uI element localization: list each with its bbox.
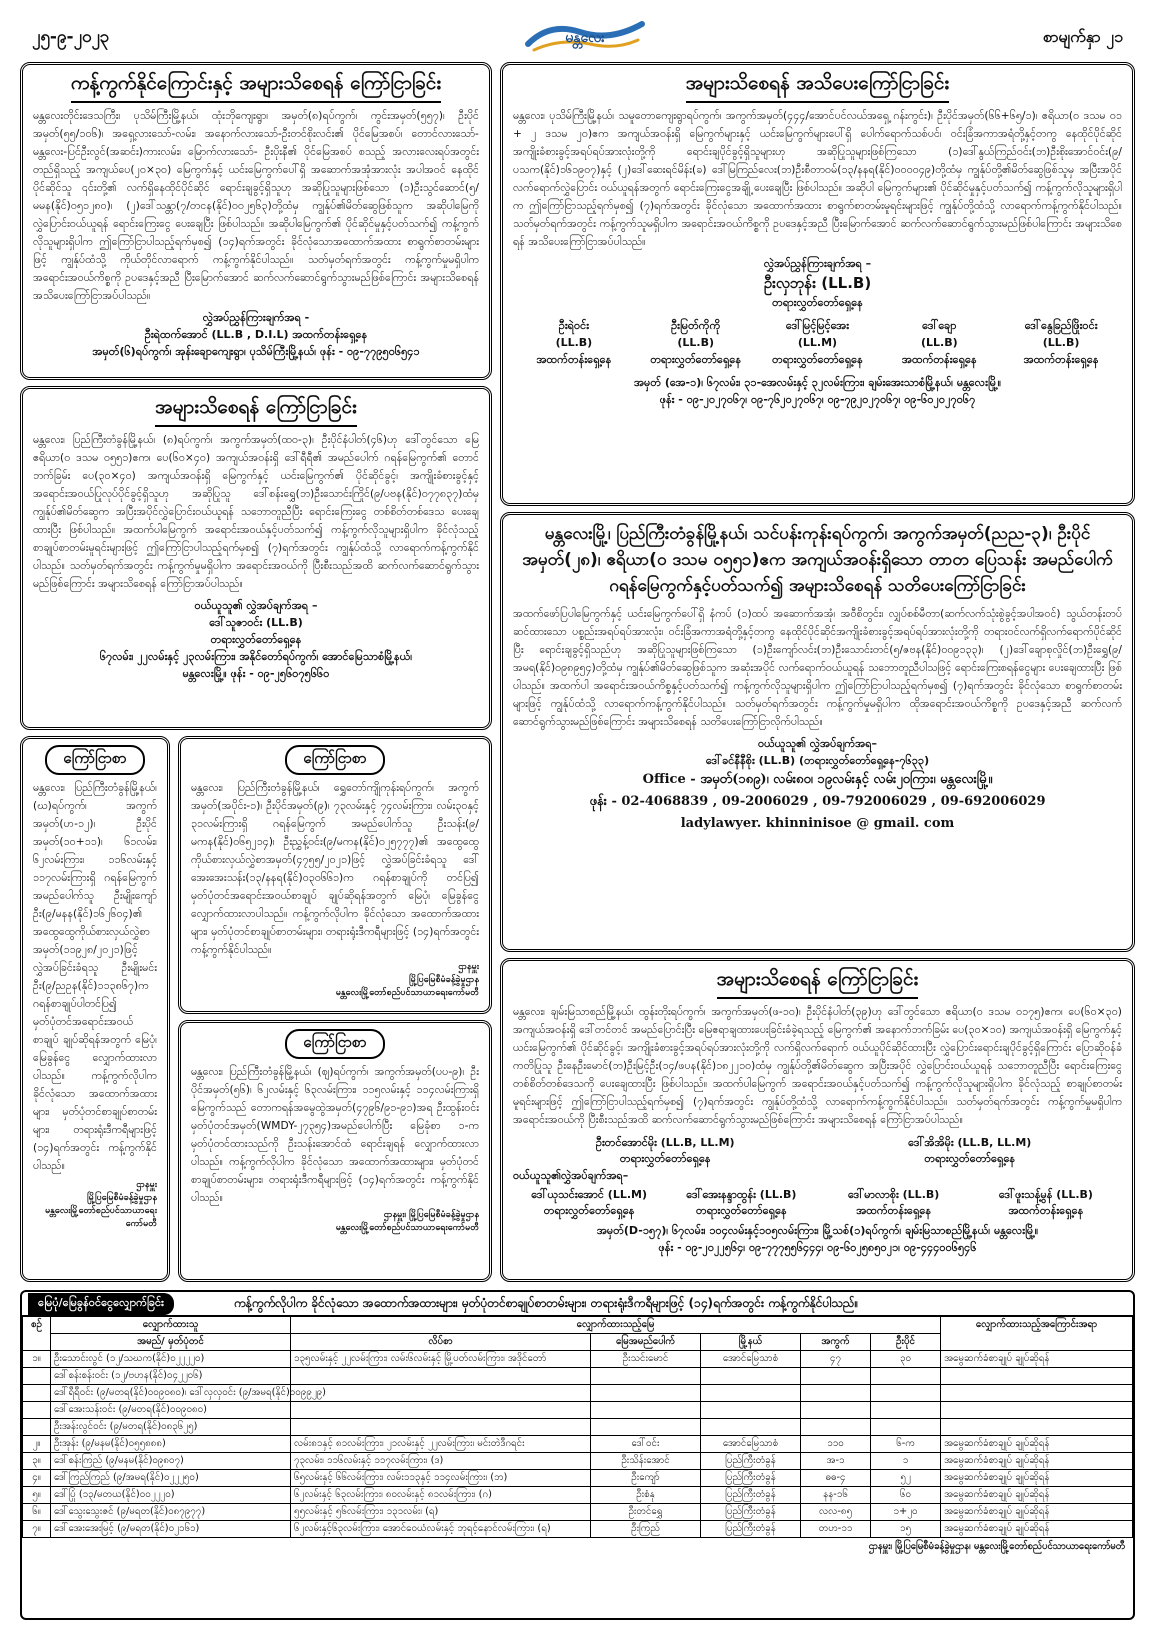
row-block xyxy=(801,1402,871,1419)
row-purpose: အမွေဆက်ခံစာချုပ် ချုပ်ဆိုရန် xyxy=(941,1453,1133,1470)
row-holding: ၃၀ xyxy=(871,1351,941,1368)
col-block: အကွက် xyxy=(801,1334,871,1351)
table-row xyxy=(23,1402,1133,1419)
row-holding: ၁+၂၀ xyxy=(871,1504,941,1521)
lawyer-role: တရားလွှတ်တော်ရှေ့နေ xyxy=(924,1152,1016,1165)
office-address: အမှတ် (အေ-၁)၊ ၆၇လမ်း၊ ၃၁-အေလမ်းနှင့် ၃၂လမ်းကြား၊ ချမ်းအေးသာစံမြို့နယ်၊ မန္တလေးမြို့။ xyxy=(633,376,1002,389)
lawyer-role: တရားလွှတ်တော်ရှေ့နေ xyxy=(696,1204,787,1217)
row-purpose xyxy=(941,1385,1133,1402)
lawyer-degree: (LL.B) xyxy=(677,336,715,349)
notice-body: မန္တလေးတိုင်းဒေသကြီး၊ ပုသိမ်ကြီးမြို့နယ်၊ ထုံးဘိုကျေးရွာ၊ အမှတ်(၈)ရပ်ကွက်၊ ကွင်းအမှတ်(၅၅၇)၊ ဦးပိုင်အမှတ်(၅၅/၁၀၆)၊ အရှေ့လားသော်-လမ်း၊ အနောက်လားသော်-ဦးတင်စိုးလင်း၏ ပိုင်မြေအစပ်၊ တောင်လားသော်-မန္တလေး-ပြင်ဦးလွင်(အဆင်း)ကားလမ်း၊ မြောက်လားသော်- ဦးပိုးနီ၏ ပိုင်မြေအစပ် စသည့် အလားလေးရပ်အတွင်း တည်ရှိသည့် အကျယ်ပေ(၂၀×၃၀) မြေကွက်နှင့် ယင်းမြေကွက်ပေါ်ရှိ အဆောက်အအုံအားလုံး အပါအဝင် နေထိုင်ပိုင်ဆိုင်သူ ၎င်းတို့၏ လက်ရှိနေထိုင်ပိုင်ဆိုင် ရောင်းချခွင့်ရှိသူဟု အဆိုပြုသူများဖြစ်သော (၁)ဦးသွင်ဆောင်(၅/မမန(နိုင်)၀၅၁၂၈၀)၊ (၂)ဒေါ်သန္တာ(၇/တငန(နိုင်)၀၀၂၅၆၃)တို့ထံမှ ကျွန်ုပ်၏မိတ်ဆွေဖြစ်သူက အဆိုပါမြေကို လွှဲပြောင်းဝယ်ယူရန် ရောင်းကြေးငွေ ပေးချေပြီး ဖြစ်ပါသည်။ အဆိုပါမြေကွက်၏ ပိုင်ဆိုင်မှုနှင့်ပတ်သက်၍ ကန့်ကွက်လိုသူများရှိပါက ဤကြော်ငြာပါသည့်ရက်မှစ၍ (၁၄)ရက်အတွင်း ခိုင်လုံသောအထောက်အထား စာရွက်စာတမ်းများဖြင့် ကျွန်ုပ်ထံသို့ ကိုယ်တိုင်လာရောက် ကန့်ကွက်နိုင်ပါသည်။ သတ်မှတ်ရက်အတွင်း ကန့်ကွက်မှုမရှိပါက အရောင်းအဝယ်ကိစ္စကို ဥပဒေနှင့်အညီ ပြီးမြောက်အောင် ဆက်လက်ဆောင်ရွက်သွားမည်ဖြစ်ကြောင်း အများသိစေရန် အသိပေးကြော်ငြာအပ်ပါသည်။ xyxy=(33,110,479,302)
land-warning-ad xyxy=(500,512,1135,952)
lawyer-role: အထက်တန်းရှေ့နေ xyxy=(856,1204,932,1217)
row-address: ၆၂လမ်းနှင့် ၆၃လမ်းကြား၊ ၈၀လမ်းနှင့် ၈၁လမ်းကြား၊ (ဂ) xyxy=(291,1487,591,1504)
row-address: ၇၃လမ်း၊ ၁၁၆လမ်းနှင့် ၁၁၇လမ်းကြား၊ (ဒ) xyxy=(291,1453,591,1470)
table-row xyxy=(23,1521,1133,1538)
row-owner xyxy=(591,1402,701,1419)
row-applicant: ဒေါ်စန်းကြည် (၉/မနမ(နိုင်)၀၉၈၀၇) xyxy=(51,1453,291,1470)
row-address: လမ်း၈၁နှင့် ၈၁လမ်းကြား၊ ၂၁လမ်းနှင့် ၂၂လမ်းကြား၊ မင်းတဲဒီဂရင်း xyxy=(291,1436,591,1453)
lawyer-list xyxy=(513,317,1122,368)
lawyer-role: တရားလွှတ်တော်ရှေ့နေ xyxy=(650,353,742,366)
row-applicant: ဦးသောင်းလွင် (၁၂/သဃက(နိုင်)၀၂၂၂၂၀) xyxy=(51,1351,291,1368)
col-township: မြို့နယ် xyxy=(701,1334,801,1351)
col-holding: ဦးပိုင် xyxy=(871,1334,941,1351)
notice-body: မန္တလေး၊ ပြည်ကြီးတံခွန်မြို့နယ်၊ (ဃ)ရပ်ကွက်၊ အကွက်အမှတ်(ဟ-၁၂)၊ ဦးပိုင်အမှတ်(၁၀+၁၁)၊ ၆၁လမ်း၊ ၆၂လမ်းကြား၊ ၁၁၆လမ်းနှင့် ၁၁၇လမ်းကြားရှိ ဂရန်မြေကွက် အမည်ပေါက်သူ ဦးမျိုးကျော်ဦး(၉/မနန(နိုင်)၁၆၂၆၀၄)၏ အထွေထွေကိုယ်စားလှယ်လွှဲစာအမှတ်(၁၁၉၂၈/၂၀၂၁)ဖြင့် လွှဲအပ်ခြင်းခံရသူ ဦးမျိုးမင်းဦး(၉/ညဥန(နိုင်)၁၁၃၈၆၇)က ဂရန်စာချုပ်ပါတင်ပြ၍ မှတ်ပုံတင်အရောင်းအဝယ်စာချုပ် ချုပ်ဆိုရန်အတွက် မြေပုံ၊ မြေခွန်ငွေ လျှောက်ထားလာပါသည်။ ကန့်ကွက်လိုပါက ခိုင်လုံသော အထောက်အထားများ၊ မှတ်ပုံတင်စာချုပ်စာတမ်းများ၊ တရားရုံးဒီကရီများဖြင့် (၁၄)ရက်အတွင်း ကန့်ကွက်နိုင်ပါသည်။ xyxy=(33,782,157,1172)
row-holding: ၁ xyxy=(871,1453,941,1470)
signature-label: လွှဲအပ်ညွှန်ကြားချက်အရ – xyxy=(763,257,872,270)
row-address: ၆၅လမ်းနှင့် ၆၆လမ်းကြား၊ လမ်း၁၁၃နှင့် ၁၁၄လမ်းကြား၊ (ဘ) xyxy=(291,1470,591,1487)
row-no xyxy=(23,1368,51,1385)
signature-label: ဝယ်ယူသူ၏လွှဲအပ်ချက်အရ– xyxy=(513,1169,629,1182)
lawyer-name: ဒေါ်သူဇာဝင်း (LL.B) xyxy=(209,616,303,629)
dept-name: မြို့ပြမြေစီမံခန့်ခွဲမှုဌာန xyxy=(409,975,479,985)
lawyer-role: အထက်တန်းရှေ့နေ xyxy=(1023,353,1099,366)
row-holding: ၅၂ xyxy=(871,1470,941,1487)
lawyer-name: ဒေါ်မာလာစိုး (LL.B) xyxy=(847,1188,940,1201)
notice-body: မန္တလေး၊ ပုသိမ်ကြီးမြို့နယ်၊ သမူတောကျေးရွာရပ်ကွက်၊ အကွက်အမှတ်(၄၄၄/အောင်ပင်လယ်အရှေ့ ဂန်းကွင်း)၊ ဦးပိုင်အမှတ်(၆၆+၆၅/၁)၊ ဧရိယာ(၀ ဒသမ ၀၁ + ၂ ဒသမ ၂၀)ဧက အကျယ်အဝန်းရှိ မြေကွက်များနှင့် ယင်းမြေကွက်များပေါ်ရှိ ပေါက်ရောက်သစ်ပင်၊ ဝင်းခြံအကာအရံတို့နှင့်တကွ နေထိုင်ပိုင်ဆိုင် အကျိုးခံစားခွင့်အရပ်ရပ်အားလုံးတို့ကို ရောင်းချပိုင်ခွင့်ရှိသူများဟု အဆိုပြုသူများဖြစ်ကြသော (၁)ဒေါ်နွယ်ကြည်ဝင်း(ဘ)ဦးစိုးအောင်ဝင်း(၉/ပသက(နိုင်)၁၆၁၉၀၇)နှင့် (၂)ဒေါ်ဆေးရင်မိန်း(ခ) ဒေါ်မြကြည်လေး(ဘ)ဦးစီတာဝမ်(၁၃/နနရ(နိုင်)၀၀၀၀၄၉)တို့ထံမှ ကျွန်ုပ်တို့၏မိတ်ဆွေဖြစ်သူမှ အပြီးအပိုင်လက်ရောက်လွှဲပြောင်း ဝယ်ယူရန်အတွက် ရောင်းကြေးငွေအချို့ ပေးချေပြီး ဖြစ်ပါသည်။ အဆိုပါ မြေကွက်များ၏ ပိုင်ဆိုင်မှုနှင့်ပတ်သက်၍ ကန့်ကွက်လိုသူများရှိပါက ဤကြော်ငြာသည့်ရက်မှစ၍ (၇)ရက်အတွင်း ခိုင်လုံသော အထောက်အထား စာရွက်စာတမ်းမူရင်းများဖြင့် ကျွန်ုပ်တို့ထံသို့ လာရောက်ကန့်ကွက်နိုင်ပါသည်။ သတ်မှတ်ရက်အတွင်း ကန့်ကွက်သူမရှိပါက အရောင်းအဝယ်ကိစ္စကို ဥပဒေနှင့်အညီ ပြီးမြောက်အောင် ဆက်လက်ဆောင်ရွက်သွားမည်ဖြစ်ပါကြောင်း အများသိစေရန် အသိပေးကြော်ငြာအပ်ပါသည်။ xyxy=(513,110,1122,248)
section-tag: မြေပုံ/မြေခွန်ဝင်ငွေလျှောက်ခြင်း xyxy=(28,1293,174,1315)
row-block: အ-၁ xyxy=(801,1453,871,1470)
signature-label: လွှဲအပ်ညွှန်ကြားချက်အရ - xyxy=(202,311,310,324)
row-holding xyxy=(871,1385,941,1402)
issue-date: ၂၅-၉-၂၀၂၃ xyxy=(32,27,110,47)
row-township: ပြည်ကြီးတံခွန် xyxy=(701,1453,801,1470)
dept-head: ဌာနမှူး xyxy=(136,1180,157,1190)
lawyer-name: ဒေါ်ချော xyxy=(922,319,957,332)
row-no: ၁။ xyxy=(23,1351,51,1368)
notice-body: မန္တလေး၊ ချမ်းမြသာစည်မြို့နယ်၊ ထွန်းတိုးရပ်ကွက်၊ အကွက်အမှတ်(ဖ-၁၀)၊ ဦးပိုင်နံပါတ်(၃၉)ဟု ဒေါ်တွင်သော ဧရိယာ(၀ ဒသမ ၀၁၇၅)ဧက၊ ပေ(၆၀×၃၀) အကျယ်အဝန်းရှိ ဒေါ်တင်တင် အမည်ပြောင်းပြီး မြေဧရာချထားပေးခြင်းခံခဲ့ရသည့် မြေကွက်၏ အနောက်ဘက်ခြမ်း ပေ(၃၀×၁၀) အကျယ်အဝန်းရှိ မြေကွက်နှင့် ယင်းမြေကွက်၏ ပိုင်ဆိုင်ခွင့်၊ အကျိုးခံစားခွင့်အရပ်ရပ်အားလုံးတို့ကို လက်ရှိလက်ရောက် ဝယ်ယူပိုင်ဆိုင်ထားပြီး လွှဲပြောင်းရောင်းချပိုင်ခွင့်ရှိကြောင်း ပြောဆိုဝန်ခံကတိပြုသူ ဦးနေဦးမောင်(ဘ)ဦးမြင့်ဦး(၁၄/ဖပန(နိုင်)၁၈၂၂၁၀)ထံမှ ကျွန်ုပ်တို့၏မိတ်ဆွေက အပြီးအပိုင် လွှဲပြောင်းဝယ်ယူရန် သဘောတူညီပြီး ရောင်းကြေးငွေ တစ်စိတ်တစ်ဒေသကို ပေးချေထားပြီး ဖြစ်ပါသည်။ အထက်ပါမြေကွက် အရောင်းအဝယ်နှင့်ပတ်သက်၍ ကန့်ကွက်လိုသူများရှိပါက ခိုင်လုံသည့် စာချုပ်စာတမ်းမူရင်းများဖြင့် ဤကြော်ငြာပါသည့်ရက်မှစ၍ (၇)ရက်အတွင်း ကျွန်ုပ်တို့ထံသို့ လာရောက်ကန့်ကွက်နိုင်ပါသည်။ သတ်မှတ်ရက်အတွင်း ကန့်ကွက်မှုမရှိပါက အရောင်းအဝယ်ကို ပြီးစီးသည်အထိ ဆက်လက်ဆောင်ရွက်သွားမည်ဖြစ်ကြောင်း အများသိစေရန် ကြော်ငြာအပ်ပါသည်။ xyxy=(513,1006,1122,1126)
row-block xyxy=(801,1368,871,1385)
col-address: လိပ်စာ xyxy=(291,1334,591,1351)
lawyer-name: ဒေါ်နွေခြည်ဖြိုးဝင်း xyxy=(1024,319,1098,332)
row-address xyxy=(291,1402,591,1419)
col-owner: မြေအမည်ပေါက် xyxy=(591,1334,701,1351)
advertisement-ad-2 xyxy=(178,736,492,1014)
notice-body: မန္တလေး၊ ပြည်ကြီးတံခွန်မြို့နယ်၊ (၈)ရပ်ကွက်၊ အကွက်အမှတ်(ထဝ-၃)၊ ဦးပိုင်နံပါတ်(၄၆)ဟု ဒေါ်တွင်သော မြေဧရိယာ(၀ ဒသမ ၀၅၅၁)ဧက၊ ပေ(၆၀×၄၀) အကျယ်အဝန်းရှိ ဒေါ်ရီရီ၏ အမည်ပေါက် ဂရန်မြေကွက်၏ တောင်ဘက်ခြမ်း ပေ(၃၀×၄၀) အကျယ်အဝန်းရှိ မြေကွက်နှင့် ယင်းမြေကွက်၏ ပိုင်ဆိုင်ခွင့်၊ အကျိုးခံစားခွင့်နှင့် အရောင်းအဝယ်ပြုလုပ်ပိုင်ခွင့်ရှိသူဟု အဆိုပြုသူ ဒေါ်စန်းရွှေ(ဘ)ဦးသောင်းကြိုင်(၉/ပဗန(နိုင်)၀၇၇၈၃၇)ထံမှ ကျွန်ုပ်၏မိတ်ဆွေက အပြီးအပိုင်လွှဲပြောင်းဝယ်ယူရန် သဘောတူညီပြီး ရောင်းကြေးငွေ တစ်စိတ်တစ်ဒေသ ပေးချေထားပြီး ဖြစ်ပါသည်။ အထက်ပါမြေကွက် အရောင်းအဝယ်နှင့်ပတ်သက်၍ ကန့်ကွက်လိုသူများရှိပါက ခိုင်လုံသည့် စာချုပ်စာတမ်းမူရင်းများဖြင့် ဤကြော်ငြာပါသည့်ရက်မှစ၍ (၇)ရက်အတွင်း ကျွန်ုပ်ထံသို့ လာရောက်ကန့်ကွက်နိုင်ပါသည်။ သတ်မှတ်ရက်အတွင်း ကန့်ကွက်မှုမရှိပါက အရောင်းအဝယ်ကို ပြီးစီးသည်အထိ ဆက်လက်ဆောင်ရွက်သွားမည်ဖြစ်ကြောင်း အများသိစေရန် ကြော်ငြာအပ်ပါသည်။ xyxy=(33,434,479,590)
row-applicant: ဒေါ်အေးအေးမြင့် (၉/မရတ(နိုင်)၀၂၁၆၁) xyxy=(51,1521,291,1538)
email-address: ladylawyer. khinninisoe @ gmail. com xyxy=(680,816,955,831)
table-row xyxy=(23,1453,1133,1470)
row-purpose: အမွေဆက်ခံစာချုပ် ချုပ်ဆိုရန် xyxy=(941,1487,1133,1504)
table-banner: ကန့်ကွက်လိုပါက ခိုင်လုံသော အထောက်အထားများ၊ မှတ်ပုံတင်စာချုပ်စာတမ်းများ၊ တရားရုံးဒီကရီများဖြင့် (၁၄)ရက်အတွင်း ကန့်ကွက်နိုင်ပါသည်။ xyxy=(233,1295,859,1310)
row-owner: ဦးကြည် xyxy=(591,1521,701,1538)
row-township xyxy=(701,1368,801,1385)
col-applicant-sub: အမည်/ မှတ်ပုံတင် xyxy=(51,1334,291,1351)
lawyer-list xyxy=(513,1187,1122,1219)
lawyer-role: တရားလွှတ်တော်ရှေ့နေ xyxy=(210,633,302,646)
row-purpose: အမွေဆက်ခံစာချုပ် ချုပ်ဆိုရန် xyxy=(941,1504,1133,1521)
notice-title: အများသိစေရန် အသိပေးကြော်ငြာခြင်း xyxy=(513,71,1122,103)
row-purpose: အမွေဆက်ခံစာချုပ် ချုပ်ဆိုရန် xyxy=(941,1470,1133,1487)
lawyer-phone: မန္တလေးမြို့။ ဖုန်း - ၀၉-၂၅၆၀၇၅၆၆၀ xyxy=(182,667,330,680)
col-no: စဉ် xyxy=(23,1317,51,1351)
phone-numbers: ဖုန်း - 02-4068839 , 09-2006029 , 09-792006029 , 09-692006029 xyxy=(589,794,1046,809)
ad-title: ကြော်ငြာစာ xyxy=(285,745,384,775)
row-applicant: ဦးအုန်း (၉/မနမ(နိုင်)၀၅၅၈၈၈) xyxy=(51,1436,291,1453)
notice-body: မန္တလေး၊ ပြည်ကြီးတံခွန်မြို့နယ်၊ (ဈ)ရပ်ကွက်၊ အကွက်အမှတ်(ပပ-၉)၊ ဦးပိုင်အမှတ်(၅၆)၊ ၆၂လမ်းနှင့် ၆၃လမ်းကြား၊ ၁၁၅လမ်းနှင့် ၁၁၄လမ်းကြားရှိ မြေကွက်သည် တောကရန်အမွေထွဲအမှတ်(၄၇၉၆/၉၁-၉၁)အရ ဦးထွန်းဝင်း မှတ်ပုံတင်အမှတ်(WMDY-၂၇၃၅၄)အမည်ပေါက်ပြီး မြေခုံစာ ၁-က မှတ်ပုံတင်ထားသည်ကို ဦးသန်းအောင်ထံ ရောင်းချရန် လျှောက်ထားလာပါသည်။ ကန့်ကွက်လိုပါက ခိုင်လုံသော အထောက်အထားများ၊ မှတ်ပုံတင်စာချုပ်စာတမ်းများ၊ တရားရုံးဒီကရီများဖြင့် (၁၄)ရက်အတွင်း ကန့်ကွက်နိုင်ပါသည်။ xyxy=(191,1066,479,1204)
lawyer-name: ဒေါ်ယုသင်းအောင် (LL.M) xyxy=(531,1188,647,1201)
row-township xyxy=(701,1419,801,1436)
office-address: အမှတ်(D-၁၅၇)၊ ၆၇လမ်း၊ ၁၀၄လမ်းနှင့်၁၀၅လမ်းကြား၊ မြို့သစ်(၁)ရပ်ကွက်၊ ချမ်းမြသာစည်မြို့နယ်၊ မန္တလေးမြို့။ xyxy=(596,1224,1039,1237)
table-header-bar xyxy=(22,1292,1133,1316)
table-row xyxy=(23,1504,1133,1521)
notice-title: ကန့်ကွက်နိုင်ကြောင်းနှင့် အများသိစေရန် ကြော်ငြာခြင်း xyxy=(33,71,479,103)
row-address: ၁၃၅လမ်းနှင့် ၂၂လမ်းကြား၊ လမ်း၆လမ်းနှင့် မြို့ပတ်လမ်းကြား၊ အဒိုင်တော် xyxy=(291,1351,591,1368)
notice-body: မန္တလေး၊ ပြည်ကြီးတံခွန်မြို့နယ်၊ ရွှေတော်ကျိုကုန်းရပ်ကွက်၊ အကွက်အမှတ်(အပိုင်း-၁)၊ ဦးပိုင်အမှတ်(၉)၊ ၇၃လမ်းနှင့် ၇၄လမ်းကြား၊ လမ်း၃၀နှင့် ၃၁လမ်းကြားရှိ ဂရန်မြေကွက် အမည်ပေါက်သူ ဦးသန်း(၉/မကန(နိုင်)၀၆၅၂၁၄)၊ ဦးညွှန့်ဝင်း(၉/မကန(နိုင်)၀၂၅၇၇၇)၏ အထွေထွေကိုယ်စားလှယ်လွှဲစာအမှတ်(၄၇၅၅/၂၀၂၁)ဖြင့် လွှဲအပ်ခြင်းခံရသူ ဒေါ်အေးအေးသန်း(၁၃/နနရ(နိုင်)၀၃၀၆၆၁)က ဂရန်စာချုပ်ကို တင်ပြ၍ မှတ်ပုံတင်အရောင်းအဝယ်စာချုပ် ချုပ်ဆိုရန်အတွက် မြေပုံ၊ မြေခွန်ငွေ လျှောက်ထားလာပါသည်။ ကန့်ကွက်လိုပါက ခိုင်လုံသော အထောက်အထားများ၊ မှတ်ပုံတင်စာချုပ်စာတမ်းများ၊ တရားရုံးဒီကရီများဖြင့် (၁၄)ရက်အတွင်း ကန့်ကွက်နိုင်ပါသည်။ xyxy=(191,782,479,956)
row-owner: ဦးသိန်းအောင် xyxy=(591,1453,701,1470)
row-address xyxy=(291,1385,591,1402)
row-holding xyxy=(871,1402,941,1419)
notice-objection-ad xyxy=(20,62,492,380)
row-block: ဓဓ-၄ xyxy=(801,1470,871,1487)
row-applicant: ဒေါ်ကြည်ကြည် (၉/အမရ(နိုင်)၀၂၂၂၅၀) xyxy=(51,1470,291,1487)
row-owner: ဦးသင်းမောင် xyxy=(591,1351,701,1368)
svg-text:မန္တလေး: မန္တလေး xyxy=(565,30,605,46)
row-holding xyxy=(871,1419,941,1436)
lawyer-address: အမှတ်(၆)ရပ်ကွက်၊ အုန်းချောကျေးရွာ၊ ပုသိမ်ကြီးမြို့နယ်၊ ဖုန်း - ၀၉-၇၇၉၅၀၆၅၄၁ xyxy=(92,345,420,358)
lawyer-name: ဦးတင်အောင်မိုး (LL.B, LL.M) xyxy=(595,1136,735,1149)
row-holding xyxy=(871,1368,941,1385)
lawyer-role: အထက်တန်းရှေ့နေ xyxy=(901,353,977,366)
table-footer: ဌာနမှူး၊ မြို့ပြမြေစီမံခန့်ခွဲမှုဌာန၊ မန္တလေးမြို့တော်စည်ပင်သာယာရေးကော်မတီ xyxy=(868,1541,1125,1552)
page-header xyxy=(0,0,1155,58)
notice-title: မန္တလေးမြို့၊ ပြည်ကြီးတံခွန်မြို့နယ်၊ သင်ပန်းကုန်းရပ်ကွက်၊ အကွက်အမှတ်(ညည-၃)၊ ဦးပိုင်အမှတ်(၂၈)၊ ဧရိယာ(၀ ဒသမ ၀၅၅၁)ဧက အကျယ်အဝန်းရှိသော တာတ ပြေသန်း အမည်ပေါက် ဂရန်မြေကွက်နှင့်ပတ်သက်၍ အများသိစေရန် သတိပေးကြော်ငြာခြင်း xyxy=(522,524,1113,596)
row-block xyxy=(801,1419,871,1436)
lawyer-name: ဦးမြတ်ကိုကို xyxy=(671,319,721,332)
table-row xyxy=(23,1470,1133,1487)
lead-lawyer-role: တရားလွှတ်တော်ရှေ့နေ xyxy=(772,296,863,309)
row-block xyxy=(801,1385,871,1402)
col-land: လျှောက်ထားသည့်မြေ xyxy=(291,1317,941,1334)
lawyer-degree: (LL.B) xyxy=(555,336,593,349)
lawyer-degree: (LL.B) xyxy=(1042,336,1080,349)
row-township xyxy=(701,1385,801,1402)
ad-title: ကြော်ငြာစာ xyxy=(45,745,144,775)
phone-numbers: ဖုန်း - ၀၉-၂၀၂၇၀၆၇၊ ၀၉-၇၆၂၀၂၇၀၆၇၊ ၀၉-၇၉၂၀၂၇၀၆၇၊ ၀၉-၆၀၂၀၂၇၀၆၇ xyxy=(659,393,976,406)
lawyer-name: ဒေါ်မြင့်မြင့်အေး xyxy=(785,319,850,332)
row-no xyxy=(23,1385,51,1402)
lawyer-name: ဒေါ်ဖူးသန့်မွန် (LL.B) xyxy=(998,1188,1093,1201)
row-township: ပြည်ကြီးတံခွန် xyxy=(701,1487,801,1504)
row-no xyxy=(23,1402,51,1419)
row-purpose: အမွေဆက်ခံစာချုပ် ချုပ်ဆိုရန် xyxy=(941,1521,1133,1538)
row-owner xyxy=(591,1385,701,1402)
row-owner: ဦးစံနု xyxy=(591,1487,701,1504)
row-address xyxy=(291,1368,591,1385)
dept-name: မြို့ပြမြေစီမံခန့်ခွဲမှုဌာန xyxy=(87,1193,157,1203)
row-purpose: အမွေဆက်ခံစာချုပ် ချုပ်ဆိုရန် xyxy=(941,1351,1133,1368)
row-no: ၅။ xyxy=(23,1487,51,1504)
row-owner xyxy=(591,1368,701,1385)
row-applicant: ဒေါ်အေးသန်းဝင်း (၉/မတရ(နိုင်)၀၀၉၀၈၀) xyxy=(51,1402,291,1419)
row-township: ပြည်ကြီးတံခွန် xyxy=(701,1504,801,1521)
row-no: ၇။ xyxy=(23,1521,51,1538)
page-number: စာမျက်နှာ ၂၁ xyxy=(1042,27,1123,46)
lead-lawyers xyxy=(513,1135,1122,1167)
land-application-table xyxy=(22,1316,1133,1538)
row-owner: ဒေါ်ဝင်း xyxy=(591,1436,701,1453)
lawyer-role: အထက်တန်းရှေ့နေ xyxy=(536,353,612,366)
row-applicant: ဒေါ်စန်းစန်းဝင်း (၁၂/ဗဟန(နိုင်)၀၄၂၂၀၆) xyxy=(51,1368,291,1385)
row-owner xyxy=(591,1419,701,1436)
row-block: တဟ-၁၁ xyxy=(801,1521,871,1538)
row-block: ၁၁၀ xyxy=(801,1436,871,1453)
row-purpose xyxy=(941,1402,1133,1419)
lawyer-role: တရားလွှတ်တော်ရှေ့နေ xyxy=(619,1152,711,1165)
row-address: ၅၅လမ်းနှင့် ၅၆လမ်းကြား၊ ၁၃၁လမ်း၊ (ရ) xyxy=(291,1504,591,1521)
office-address: Office - အမှတ်(၁၈၉)၊ လမ်း၈၀၊ ၁၉လမ်းနှင့် လမ်း၂၀ကြား၊ မန္တလေးမြို့။ xyxy=(642,772,993,787)
col-purpose: လျှောက်ထားသည့်အကြောင်းအရာ xyxy=(941,1317,1133,1351)
lawyer-name: ဒေါ်ခင်နီနီစိုး (LL.B) (တရားလွှတ်တော်ရှေ့နေ-၇၆၃၃) xyxy=(705,754,930,767)
lawyer-degree: (LL.M) xyxy=(797,336,838,349)
land-application-table-section xyxy=(20,1290,1135,1620)
lawyer-degree: (LL.B) xyxy=(920,336,958,349)
row-no: ၃။ xyxy=(23,1453,51,1470)
row-holding: ၆၀ xyxy=(871,1487,941,1504)
row-no: ၆။ xyxy=(23,1504,51,1521)
lead-lawyer-name: ဦးလှဘုန်း (LL.B) xyxy=(763,274,872,292)
row-township xyxy=(701,1402,801,1419)
col-applicant: လျှောက်ထားသူ xyxy=(51,1317,291,1334)
signature-label: ဝယ်ယူသူ၏ လွှဲအပ်ချက်အရ– xyxy=(757,737,878,750)
lawyer-name: ဦးရဲထက်အောင် (LL.B , D.I.L) အထက်တန်းရှေ့နေ xyxy=(144,328,368,341)
row-block: နန-၁၆ xyxy=(801,1487,871,1504)
table-row xyxy=(23,1368,1133,1385)
row-block: လလ-၈၅ xyxy=(801,1504,871,1521)
table-row xyxy=(23,1351,1133,1368)
lawyer-address: ၆၇လမ်း၊ ၂၂လမ်းနှင့် ၂၃လမ်းကြား၊ အနိုင်တော်ရပ်ကွက်၊ အောင်မြေသာစံမြို့နယ်၊ xyxy=(99,650,413,663)
table-row xyxy=(23,1436,1133,1453)
row-owner: ဦးကျော် xyxy=(591,1470,701,1487)
row-owner: ဦးတင်ရွှေ xyxy=(591,1504,701,1521)
lawyer-name: ဒေါ်အိအိမိုး (LL.B, LL.M) xyxy=(908,1136,1032,1149)
lawyer-role: တရားလွှတ်တော်ရှေ့နေ xyxy=(772,353,863,366)
committee-name: မန္တလေးမြို့တော်စည်ပင်သာယာရေးကော်မတီ xyxy=(335,1223,479,1233)
lawyer-name: ဒေါ်အေးနန္ဒာထွန်း (LL.B) xyxy=(686,1188,797,1201)
newspaper-logo xyxy=(520,14,650,56)
row-applicant: ဦးအန်းလွင်ဝင်း (၉/မတရ(နိုင်)၀၈၃၆၂၅) xyxy=(51,1419,291,1436)
phone-numbers: ဖုန်း - ၀၉-၂၀၂၂၅၆၄၊ ၀၉-၇၇၇၅၅၆၄၄၄၊ ၀၉-၆၀၂၅၈၅၀၂၁၊ ၀၉-၄၄၄၀၀၆၅၄၆ xyxy=(658,1241,977,1254)
row-address: ၆၂လမ်းနှင့်၆၃လမ်းကြား၊ အောင်ဝေယံလမ်းနှင့် ဘုရင့်နောင်လမ်းကြား၊ (ရ) xyxy=(291,1521,591,1538)
row-purpose: အမွေဆက်ခံစာချုပ် ချုပ်ဆိုရန် xyxy=(941,1436,1133,1453)
row-township: ပြည်ကြီးတံခွန် xyxy=(701,1470,801,1487)
row-purpose xyxy=(941,1368,1133,1385)
row-township: အောင်မြေသာစံ xyxy=(701,1351,801,1368)
table-row xyxy=(23,1385,1133,1402)
notice-title: အများသိစေရန် ကြော်ငြာခြင်း xyxy=(33,395,479,427)
public-warning-ad xyxy=(500,62,1135,506)
row-no xyxy=(23,1419,51,1436)
advertisement-ad-1 xyxy=(20,736,170,1282)
table-row xyxy=(23,1487,1133,1504)
row-no: ၄။ xyxy=(23,1470,51,1487)
row-holding: ၆-က xyxy=(871,1436,941,1453)
public-notice-ad xyxy=(20,386,492,730)
notice-title: အများသိစေရန် ကြော်ငြာခြင်း xyxy=(513,967,1122,999)
lawyer-name: ဦးရဲဝင်း xyxy=(558,319,590,332)
table-row xyxy=(23,1419,1133,1436)
row-township: အောင်မြေသာစံ xyxy=(701,1436,801,1453)
row-no: ၂။ xyxy=(23,1436,51,1453)
committee-name: မန္တလေးမြို့တော်စည်ပင်သာယာရေးကော်မတီ xyxy=(335,988,479,998)
signature-label: ဝယ်ယူသူ၏ လွှဲအပ်ချက်အရ – xyxy=(194,599,318,612)
row-purpose xyxy=(941,1419,1133,1436)
row-applicant: ဒေါ်ရီရီဝင်း (၉/မတရ(နိုင်)၀၀၉၀၈၀)၊ ဒေါ်လှလှဝင်း (၉/အမရ(နိုင်)၀၀၉၉၂၉) xyxy=(51,1385,291,1402)
dept-head: ဌာနမှူး xyxy=(458,962,479,972)
row-applicant: ဒေါ်သွေးသွေးဇင် (၉/မရတ(နိုင်)၀၈၇၉၇၇) xyxy=(51,1504,291,1521)
lawyer-role: တရားလွှတ်တော်ရှေ့နေ xyxy=(543,1204,635,1217)
row-holding: ၁၅ xyxy=(871,1521,941,1538)
advertisement-ad-3 xyxy=(178,1020,492,1282)
committee-name: မန္တလေးမြို့တော်စည်ပင်သာယာရေးကော်မတီ xyxy=(45,1206,157,1229)
notice-body: အထက်ဖော်ပြပါမြေကွက်နှင့် ယင်းမြေကွက်ပေါ်ရှိ နံကပ် (၁)ထပ် အဆောက်အအုံ၊ အဝီစိတွင်း၊ လျှပ်စစ်မီတာ(ဆက်လက်သုံးစွဲခွင့်အပါအဝင်) သွယ်တန်းတပ်ဆင်ထားသော ပစ္စည်းအရပ်ရပ်အားလုံး၊ ဝင်းခြံအကာအရံတို့နှင့်တကွ နေထိုင်ပိုင်ဆိုင်အကျိုးခံစားခွင့်အရပ်ရပ်အားလုံးတို့ကို တရားဝင်လက်ရှိလက်ရောက်ပိုင်ဆိုင်ပြီး ရောင်းချခွင့်ရှိသည်ဟု အဆိုပြုသူများဖြစ်ကြသော (၁)ဦးကျော်လင်း(ဘ)ဦးသောင်းတင်(၅/ဇဗန(နိုင်)၀၀၉၁၃၃)၊ (၂)ဒေါ်ချောစုလှိုင်(ဘ)ဦးရွှေ(၉/အမရ(နိုင်)၀၉၈၉၅၄)တို့ထံမှ ကျွန်ုပ်၏မိတ်ဆွေဖြစ်သူက အဆုံးအပိုင် လက်ရောက်ဝယ်ယူရန် သဘောတူညီပါသဖြင့် ရောင်းကြေးစရန်ငွေများ ပေးချေထားပြီး ဖြစ်ပါသည်။ အထက်ပါ အရောင်းအဝယ်ကိစ္စနှင့်ပတ်သက်၍ ကန့်ကွက်လိုသူများရှိပါက ဤကြော်ငြာပါသည့်ရက်မှစ၍ (၇)ရက်အတွင်း ခိုင်လုံသော စာရွက်စာတမ်းများဖြင့် ကျွန်ုပ်ထံသို့ လာရောက်ကန့်ကွက်နိုင်ပါသည်။ သတ်မှတ်ရက်အတွင်း ကန့်ကွက်မှုမရှိပါက ထိုအရောင်းအဝယ်ကိစ္စကို ဥပဒေနှင့်အညီ ဆက်လက်ဆောင်ရွက်သွားမည်ဖြစ်ကြောင်း အများသိစေရန် သတိပေးကြော်ငြာလိုက်ပါသည်။ xyxy=(513,608,1122,728)
row-block: ၄၇ xyxy=(801,1351,871,1368)
row-applicant: ဒေါ်ပြုံ (၁၃/မတယ(နိုင်)၀၀၂၂၂၀) xyxy=(51,1487,291,1504)
ad-title: ကြော်ငြာစာ xyxy=(285,1029,384,1059)
dept-head: ဌာနမှူး၊ မြို့ပြမြေစီမံခန့်ခွဲမှုဌာန xyxy=(383,1210,479,1220)
row-address xyxy=(291,1419,591,1436)
row-township: ပြည်ကြီးတံခွန် xyxy=(701,1521,801,1538)
lawyer-role: အထက်တန်းရှေ့နေ xyxy=(1008,1204,1084,1217)
public-notice-ad-2 xyxy=(500,958,1135,1282)
